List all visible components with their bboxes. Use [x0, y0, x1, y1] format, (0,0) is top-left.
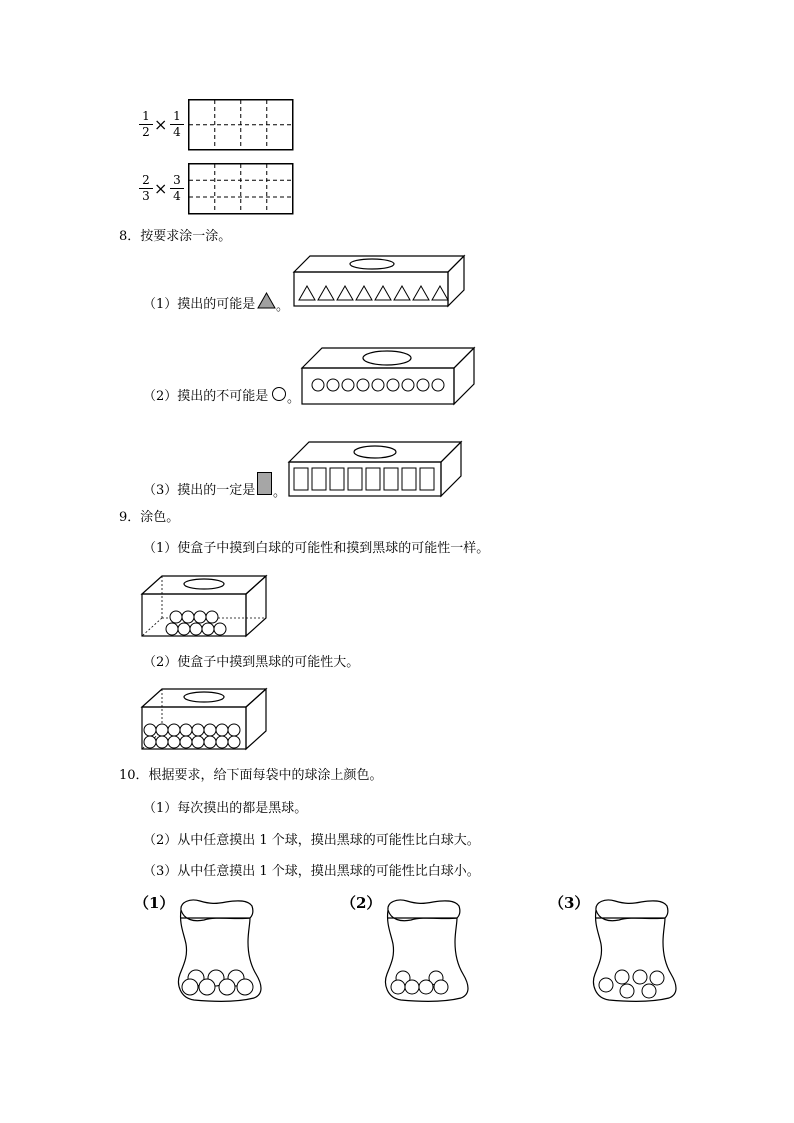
bag-label-1: （1）	[134, 894, 175, 912]
q10-title: 10．根据要求，给下面每袋中的球涂上颜色。	[119, 768, 383, 783]
q10-item-2-label: （2）从中任意摸出 1 个球，摸出黑球的可能性比白球大。	[143, 833, 480, 848]
box-balls-2	[140, 687, 268, 751]
circle-icon	[271, 386, 287, 402]
times-sign: ×	[154, 115, 168, 134]
q8-title: 8．按要求涂一涂。	[119, 229, 232, 244]
fraction-3-4: 3 4	[170, 174, 184, 203]
bag-1	[176, 898, 264, 1002]
fraction-2-3: 2 3	[139, 174, 153, 203]
bag-label-2: （2）	[341, 894, 382, 912]
rectangle-icon	[257, 472, 272, 495]
box-triangles	[293, 255, 465, 307]
bag-3	[591, 898, 679, 1002]
q9-title: 9．涂色。	[119, 510, 180, 525]
q8-item-1-label: （1）摸出的可能是	[143, 297, 256, 312]
grid-box-1	[188, 99, 294, 151]
triangle-icon	[257, 292, 276, 309]
fraction-1-2: 1 2	[139, 110, 153, 139]
q8-item-2-end: 。	[287, 391, 301, 406]
box-circles	[301, 347, 475, 405]
box-balls-1	[140, 574, 268, 638]
box-rectangles	[288, 441, 462, 497]
grid-box-2	[188, 163, 294, 215]
bag-2	[383, 898, 471, 1002]
q10-item-3-label: （3）从中任意摸出 1 个球，摸出黑球的可能性比白球小。	[143, 864, 480, 879]
q8-item-2-label: （2）摸出的不可能是	[143, 389, 269, 404]
q8-item-1-end: 。	[276, 299, 290, 314]
q10-item-1-label: （1）每次摸出的都是黑球。	[143, 801, 308, 816]
q9-item-1-label: （1）使盒子中摸到白球的可能性和摸到黑球的可能性一样。	[143, 541, 490, 556]
bag-label-3: （3）	[549, 894, 590, 912]
q8-item-3-label: （3）摸出的一定是	[143, 483, 256, 498]
q9-item-2-label: （2）使盒子中摸到黑球的可能性大。	[143, 655, 360, 670]
times-sign: ×	[154, 179, 168, 198]
fraction-1-4: 1 4	[170, 110, 184, 139]
q8-item-3-end: 。	[273, 485, 287, 500]
